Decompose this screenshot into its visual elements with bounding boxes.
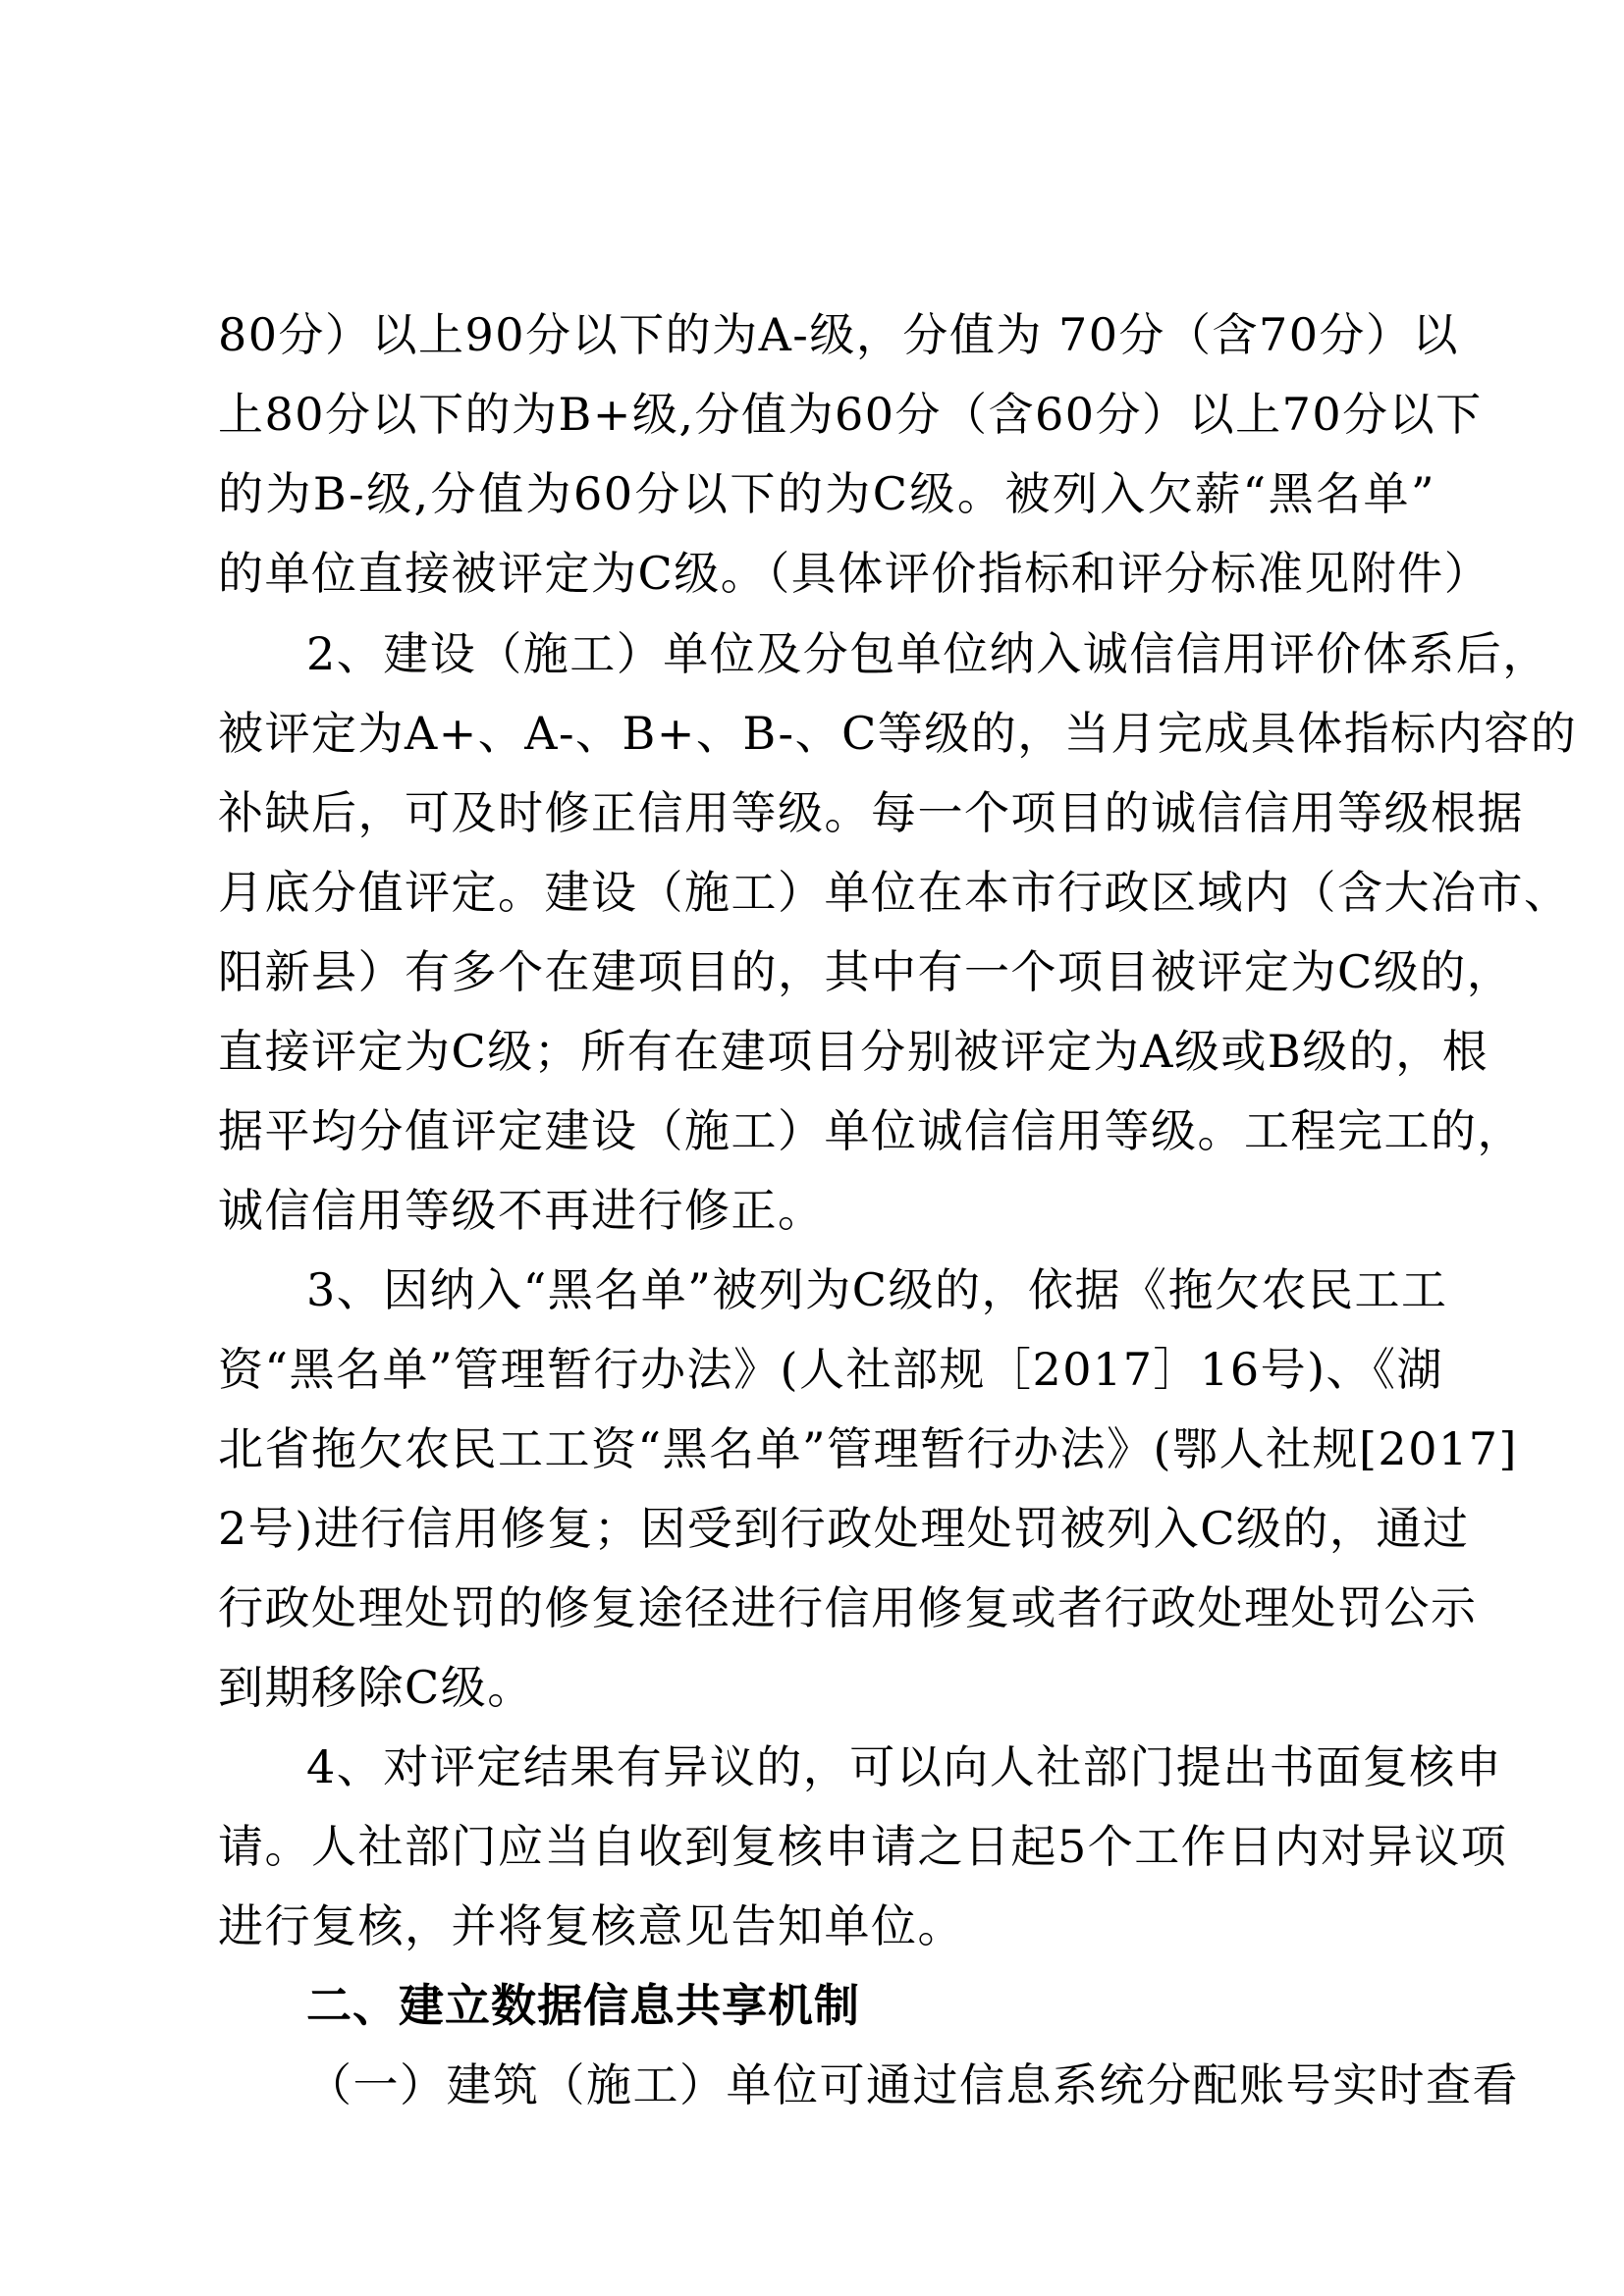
paragraph-2-line-3: 补缺后，可及时修正信用等级。每一个项目的诚信信用等级根据 [218, 786, 1524, 839]
paragraph-2-line-1: 2、建设（施工）单位及分包单位纳入诚信信用评价体系后， [306, 627, 1549, 680]
paragraph-3-line-2: 资“黑名单”管理暂行办法》(人社部规［2017］16号)、《湖 [218, 1343, 1444, 1396]
paragraph-3-line-5: 行政处理处罚的修复途径进行信用修复或者行政处理处罚公示 [218, 1581, 1478, 1634]
paragraph-2-line-7: 据平均分值评定建设（施工）单位诚信信用等级。工程完工的， [218, 1104, 1524, 1157]
paragraph-line-2: 上80分以下的为B+级,分值为60分（含60分）以上70分以下 [218, 388, 1483, 441]
paragraph-2-line-2: 被评定为A+、A-、B+、B-、C等级的，当月完成具体指标内容的 [218, 707, 1578, 760]
paragraph-2-line-8: 诚信信用等级不再进行修正。 [218, 1184, 825, 1237]
paragraph-3-line-6: 到期移除C级。 [218, 1661, 534, 1714]
paragraph-4-line-2: 请。人社部门应当自收到复核申请之日起5个工作日内对异议项 [218, 1820, 1508, 1873]
section-heading: 二、建立数据信息共享机制 [306, 1979, 860, 2032]
paragraph-5-line-1: （一）建筑（施工）单位可通过信息系统分配账号实时查看 [306, 2058, 1519, 2111]
paragraph-line-1: 80分）以上90分以下的为A-级，分值为 70分（含70分）以 [218, 308, 1460, 361]
paragraph-line-3: 的为B-级,分值为60分以下的为C级。被列入欠薪“黑名单” [218, 467, 1435, 520]
paragraph-line-4: 的单位直接被评定为C级。（具体评价指标和评分标准见附件） [218, 547, 1491, 600]
paragraph-3-line-1: 3、因纳入“黑名单”被列为C级的，依据《拖欠农民工工 [306, 1263, 1448, 1316]
paragraph-2-line-5: 阳新县）有多个在建项目的，其中有一个项目被评定为C级的， [218, 945, 1514, 998]
paragraph-3-line-3: 北省拖欠农民工工资“黑名单”管理暂行办法》(鄂人社规[2017] [218, 1422, 1518, 1475]
paragraph-4-line-1: 4、对评定结果有异议的，可以向人社部门提出书面复核申 [306, 1740, 1503, 1793]
paragraph-4-line-3: 进行复核，并将复核意见告知单位。 [218, 1899, 964, 1952]
paragraph-2-line-4: 月底分值评定。建设（施工）单位在本市行政区域内（含大冶市、 [218, 866, 1571, 919]
paragraph-3-line-4: 2号)进行信用修复；因受到行政处理处罚被列入C级的，通过 [218, 1502, 1470, 1555]
paragraph-2-line-6: 直接评定为C级；所有在建项目分别被评定为A级或B级的，根 [218, 1025, 1489, 1078]
